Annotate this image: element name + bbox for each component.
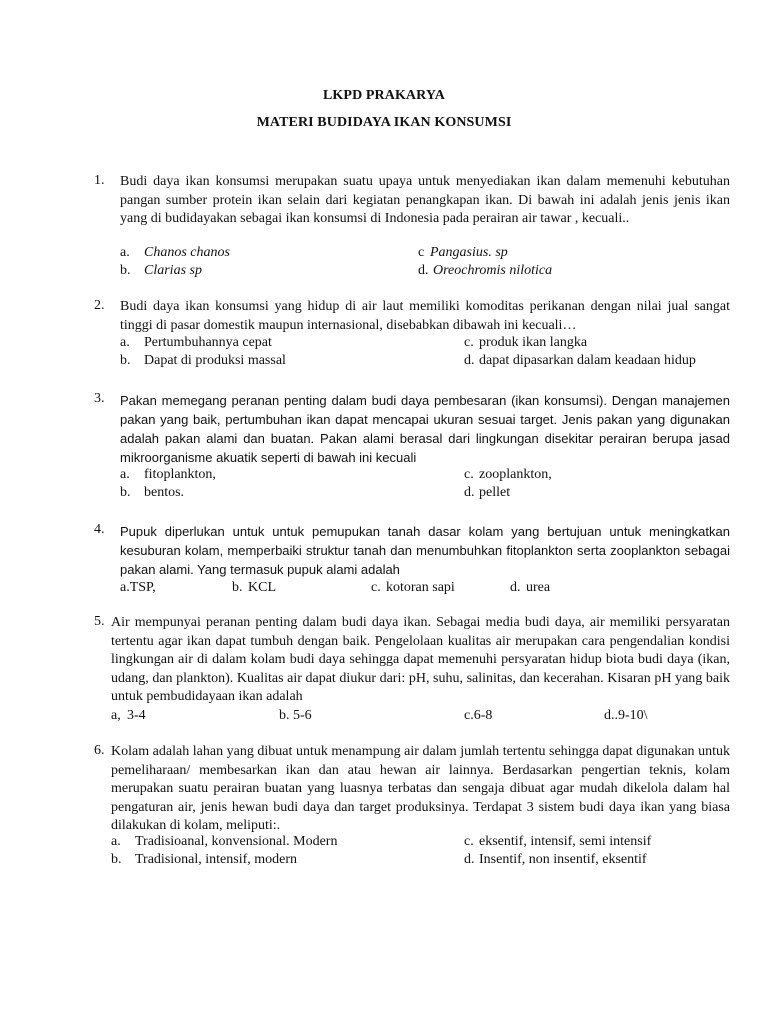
question-number: 4. xyxy=(94,522,105,537)
option-a xyxy=(120,335,272,351)
option-label: c. xyxy=(464,335,474,350)
option-a xyxy=(120,245,230,261)
option-label: c. xyxy=(464,708,474,723)
option-label: c. xyxy=(371,580,381,595)
option-label: b. xyxy=(120,263,131,278)
option-text: Clarias sp xyxy=(144,263,202,278)
option-c xyxy=(418,245,508,261)
option-label: a. xyxy=(120,245,130,260)
option-b xyxy=(120,485,184,501)
option-text: 5-6 xyxy=(293,708,312,723)
question-number: 5. xyxy=(94,614,105,629)
option-text: Chanos chanos xyxy=(144,245,230,260)
option-label: b. xyxy=(120,353,131,368)
option-label: c xyxy=(418,245,425,260)
option-b xyxy=(120,353,286,369)
page-title: LKPD PRAKARYA xyxy=(322,88,446,103)
option-label: d. xyxy=(464,353,475,368)
option-label: a. xyxy=(111,834,121,849)
option-label: d.. xyxy=(604,708,618,723)
option-c xyxy=(464,708,492,724)
question-text: Kolam adalah lahan yang dibuat untuk menampung air dalam jumlah tertentu sehingga dapat digunakan untuk pemeliharaan/ membesarkan ikan dan atau hewan air lainnya. Berdasarkan pengertian teknis, kolam merupakan suatu perairan buatan yang luasnya terbatas dan sengaja dibuat agar mudah dikelola dalam hal pengaturan air, jenis hewan budi daya dan target produksinya. Terdapat 3 sistem budi daya ikan yang biasa dilakukan di kolam, meliputi:. xyxy=(111,744,730,834)
option-a xyxy=(120,580,156,596)
question-text: Pakan memegang peranan penting dalam budi daya pembesaran (ikan konsumsi). Dengan manajemen pakan yang baik, pertumbuhan ikan dapat mencapai ukuran sesuai target. Jenis pakan yang digunakan adalah pakan alami dan buatan. Pakan alami berasal dari lingkungan disekitar perairan berupa jasad mikroorganisme akuatik seperti di bawah ini kecuali xyxy=(120,393,730,465)
option-text: kotoran sapi xyxy=(386,580,455,595)
option-text: fitoplankton, xyxy=(144,467,216,482)
option-label: d. xyxy=(464,852,475,867)
option-text: KCL xyxy=(248,580,276,595)
option-b xyxy=(111,852,297,868)
option-label: b. xyxy=(111,852,122,867)
option-text: urea xyxy=(526,580,551,595)
question-number: 3. xyxy=(94,391,105,406)
option-label: b. xyxy=(279,708,290,723)
option-label: a, xyxy=(111,708,121,723)
option-text: Tradisional, intensif, modern xyxy=(135,852,298,867)
option-text: Insentif, non insentif, eksentif xyxy=(479,852,647,867)
option-label: a. xyxy=(120,335,130,350)
question-number: 1. xyxy=(94,173,105,188)
option-text: Pangasius. sp xyxy=(430,245,508,260)
option-c xyxy=(371,580,455,596)
option-text: 3-4 xyxy=(127,708,146,723)
question-number: 2. xyxy=(94,298,105,313)
question-text: Budi daya ikan konsumsi yang hidup di air laut memiliki komoditas perikanan dengan nilai jual sangat tinggi di pasar domestik maupun internasional, disebabkan dibawah ini kecuali… xyxy=(120,299,730,333)
option-label: b. xyxy=(120,485,131,500)
option-text: pellet xyxy=(479,485,511,500)
option-b xyxy=(120,263,202,279)
option-label: a. xyxy=(120,467,130,482)
option-label: c. xyxy=(464,467,474,482)
option-d xyxy=(510,580,550,596)
question-number: 6. xyxy=(94,743,105,758)
option-text: Pertumbuhannya cepat xyxy=(144,335,272,350)
option-text: 9-10\ xyxy=(618,708,648,723)
option-c xyxy=(464,467,552,483)
option-text: Dapat di produksi massal xyxy=(144,353,286,368)
option-b xyxy=(232,580,276,596)
option-text: TSP, xyxy=(129,580,156,595)
question-text: Air mempunyai peranan penting dalam budi daya ikan. Sebagai media budi daya, air memiliki persyaratan tertentu agar ikan dapat tumbuh dengan baik. Pengelolaan kualitas air merupakan cara pengendalian kondisi lingkungan air di dalam kolam budi daya sehingga dapat memenuhi persyaratan hidup biota budi daya (ikan, udang, dan plankton). Kualitas air dapat diukur dari: pH, suhu, salinitas, dan kecerahan. Kisaran pH yang baik untuk pembudidayaan ikan adalah xyxy=(111,615,730,705)
option-text: 6-8 xyxy=(473,708,493,723)
option-label: d. xyxy=(464,485,475,500)
option-a xyxy=(120,467,216,483)
option-text: Tradisioanal, konvensional. Modern xyxy=(135,834,338,849)
option-text: eksentif, intensif, semi intensif xyxy=(479,834,652,849)
option-text: produk ikan langka xyxy=(479,335,588,350)
option-text: Oreochromis nilotica xyxy=(433,263,553,278)
question-text: Pupuk diperlukan untuk untuk pemupukan tanah dasar kolam yang bertujuan untuk meningkatkan kesuburan kolam, memperbaiki struktur tanah dan menumbuhkan fitoplankton serta zooplankton sebagai pakan alami. Yang termasuk pupuk alami adalah xyxy=(120,524,730,577)
option-d xyxy=(464,485,510,501)
option-d xyxy=(464,852,647,868)
option-a xyxy=(111,834,337,850)
option-label: d. xyxy=(510,580,521,595)
option-text: dapat dipasarkan dalam keadaan hidup xyxy=(479,353,696,368)
option-c xyxy=(464,834,651,850)
option-d xyxy=(604,708,648,724)
option-d xyxy=(464,353,696,369)
option-label: b. xyxy=(232,580,243,595)
option-d xyxy=(418,263,552,279)
option-b xyxy=(279,708,312,724)
option-label: c. xyxy=(464,834,474,849)
option-text: zooplankton, xyxy=(479,467,552,482)
option-label: a. xyxy=(120,580,130,595)
option-c xyxy=(464,335,587,351)
option-text: bentos. xyxy=(144,485,185,500)
question-text: Budi daya ikan konsumsi merupakan suatu upaya untuk menyediakan ikan dalam memenuhi kebutuhan pangan sumber protein ikan selain dari kegiatan penangkapan ikan. Di bawah ini adalah jenis jenis ikan yang di budidayakan sebagai ikan konsumsi di Indonesia pada perairan air tawar , kecuali.. xyxy=(120,174,730,227)
page-subtitle: MATERI BUDIDAYA IKAN KONSUMSI xyxy=(256,115,512,130)
option-label: d. xyxy=(418,263,429,278)
option-a xyxy=(111,708,146,724)
